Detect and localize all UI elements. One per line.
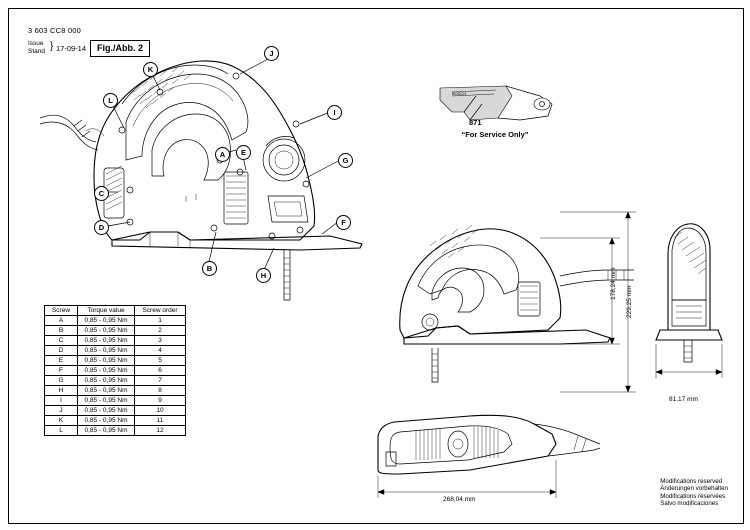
dimension-length-top: 268,04 mm xyxy=(443,496,476,503)
footer-line-fr: Modifications réservées xyxy=(660,492,726,500)
callout-G[interactable]: G xyxy=(338,153,353,168)
table-row xyxy=(45,386,186,396)
cell-screw: G xyxy=(45,376,78,386)
svg-text:BOSCH: BOSCH xyxy=(452,91,467,96)
cell-torque: 0,85 - 0,95 Nm xyxy=(78,426,135,436)
cell-torque: 0,85 - 0,95 Nm xyxy=(78,396,135,406)
cell-screw: L xyxy=(45,426,78,436)
front-view-illustration xyxy=(656,224,722,362)
table-row xyxy=(45,366,186,376)
footer-line-es: Salvo modificaciones xyxy=(660,500,719,508)
cell-screw: K xyxy=(45,416,78,426)
dimension-height-outer: 229,25 mm xyxy=(626,285,633,318)
cell-torque: 0,85 - 0,95 Nm xyxy=(78,336,135,346)
cell-order: 10 xyxy=(135,406,186,416)
cell-screw: D xyxy=(45,346,78,356)
table-header-row xyxy=(45,306,186,316)
table-row xyxy=(45,396,186,406)
cell-screw: I xyxy=(45,396,78,406)
table-row xyxy=(45,316,186,326)
cell-screw: C xyxy=(45,336,78,346)
cell-torque: 0,85 - 0,95 Nm xyxy=(78,416,135,426)
cell-torque: 0,85 - 0,95 Nm xyxy=(78,366,135,376)
cell-torque: 0,85 - 0,95 Nm xyxy=(78,326,135,336)
table-row xyxy=(45,336,186,346)
callout-L[interactable]: L xyxy=(103,93,118,108)
top-view-illustration xyxy=(378,415,600,474)
table-row xyxy=(45,346,186,356)
cell-order: 8 xyxy=(135,386,186,396)
table-row xyxy=(45,356,186,366)
cell-order: 9 xyxy=(135,396,186,406)
callout-J[interactable]: J xyxy=(264,46,279,61)
issue-label-en: Issue xyxy=(28,40,44,47)
callout-C[interactable]: C xyxy=(94,186,109,201)
footer-line-de: Änderungen vorbehalten xyxy=(660,485,728,493)
service-part-caption: “For Service Only” xyxy=(461,130,529,139)
cell-screw: H xyxy=(45,386,78,396)
dimension-width-front: 81,17 mm xyxy=(669,396,698,403)
cell-order: 5 xyxy=(135,356,186,366)
cell-screw: B xyxy=(45,326,78,336)
table-row xyxy=(45,426,186,436)
callout-E[interactable]: E xyxy=(236,145,251,160)
cell-order: 2 xyxy=(135,326,186,336)
col-header-order: Screw order xyxy=(135,306,186,316)
cell-order: 12 xyxy=(135,426,186,436)
cell-screw: F xyxy=(45,366,78,376)
issue-date: 17-09-14 xyxy=(56,44,87,53)
cell-screw: J xyxy=(45,406,78,416)
cell-order: 6 xyxy=(135,366,186,376)
col-header-screw: Screw xyxy=(45,306,78,316)
cell-order: 3 xyxy=(135,336,186,346)
callout-I[interactable]: I xyxy=(327,105,342,120)
cell-torque: 0,85 - 0,95 Nm xyxy=(78,316,135,326)
cell-screw: A xyxy=(45,316,78,326)
service-part-number: 871 xyxy=(469,118,482,127)
callout-A[interactable]: A xyxy=(215,147,230,162)
callout-K[interactable]: K xyxy=(143,62,158,77)
callout-H[interactable]: H xyxy=(256,268,271,283)
callout-B[interactable]: B xyxy=(202,261,217,276)
table-row xyxy=(45,406,186,416)
issue-label-de: Stand xyxy=(28,47,45,55)
cell-torque: 0,85 - 0,95 Nm xyxy=(78,356,135,366)
footer-line-en: Modifications reserved xyxy=(660,477,723,485)
figure-label: Fig./Abb. 2 xyxy=(90,40,150,57)
service-part-illustration xyxy=(440,86,552,120)
screw-torque-table xyxy=(44,305,186,436)
dimension-height-inner: 178,24 mm xyxy=(610,267,617,300)
cell-order: 7 xyxy=(135,376,186,386)
cell-screw: E xyxy=(45,356,78,366)
cell-torque: 0,85 - 0,95 Nm xyxy=(78,346,135,356)
table-row xyxy=(45,376,186,386)
footer-notes xyxy=(660,478,728,508)
cell-order: 1 xyxy=(135,316,186,326)
cell-torque: 0,85 - 0,95 Nm xyxy=(78,406,135,416)
callout-D[interactable]: D xyxy=(94,220,109,235)
col-header-torque: Torque value xyxy=(78,306,135,316)
callout-F[interactable]: F xyxy=(336,215,351,230)
side-view-illustration xyxy=(400,225,634,382)
table-row xyxy=(45,326,186,336)
table-row xyxy=(45,416,186,426)
issue-brace: } xyxy=(50,41,54,52)
cell-torque: 0,85 - 0,95 Nm xyxy=(78,386,135,396)
cell-torque: 0,85 - 0,95 Nm xyxy=(78,376,135,386)
cell-order: 11 xyxy=(135,416,186,426)
cell-order: 4 xyxy=(135,346,186,356)
part-code: 3 603 CC8 000 xyxy=(28,26,82,35)
